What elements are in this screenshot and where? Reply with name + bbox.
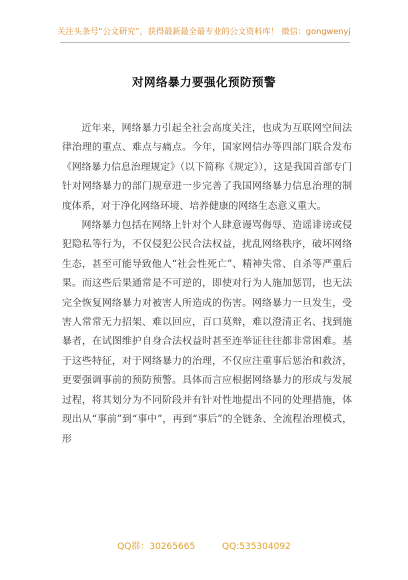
header-divider	[60, 42, 350, 43]
qq-number-text: QQ:535304092	[222, 542, 291, 552]
document-title: 对网络暴力要强化预防预警	[132, 75, 276, 89]
header-promo-text: 关注头条号“公文研究”，获得最新最全最专业的公文资料库！ 微信：gongwenyj	[57, 26, 351, 36]
document-body	[62, 119, 352, 449]
qq-group-text: QQ群：30265665	[117, 542, 196, 552]
footer-contact	[0, 539, 408, 552]
paragraph: 近年来，网络暴力引起全社会高度关注，也成为互联网空间法律治理的重点、难点与痛点。今年，国家网信办等四部门联合发布《网络暴力信息治理规定》（以下简称《规定》），这是我国首部专门针对网络暴力的部门规章进一步完善了我国网络暴力信息治理的制度体系，对于净化网络环境、培养健康的网络生态意义重大。	[62, 123, 352, 212]
paragraph: 网络暴力包括在网络上针对个人肆意谩骂侮辱、造谣诽谤或侵犯隐私等行为，不仅侵犯公民合法权益，扰乱网络秩序，破坏网络生态，甚至可能导致他人“社会性死亡”、精神失常、自杀等严重后果。而这些后果通常是不可逆的，即使对行为人施加惩罚，也无法完全恢复网络暴力对被害人所造成的伤害。网络暴力一旦发生，受害人常常无力招架、难以回应，百口莫辩，难以澄清正名、找到施暴者，在试图维护自身合法权益时甚至连举证往往都非常困难。基于这些特征，对于网络暴力的治理，不仅应注重事后惩治和救济，更要强调事前的预防预警。具体而言应根据网络暴力的形成与发展过程，将其划分为不同阶段并有针对性地提出不同的处理措施，体现出从“事前”到“事中”，再到“事后”的全链条、全流程治理模式，形	[62, 220, 352, 445]
